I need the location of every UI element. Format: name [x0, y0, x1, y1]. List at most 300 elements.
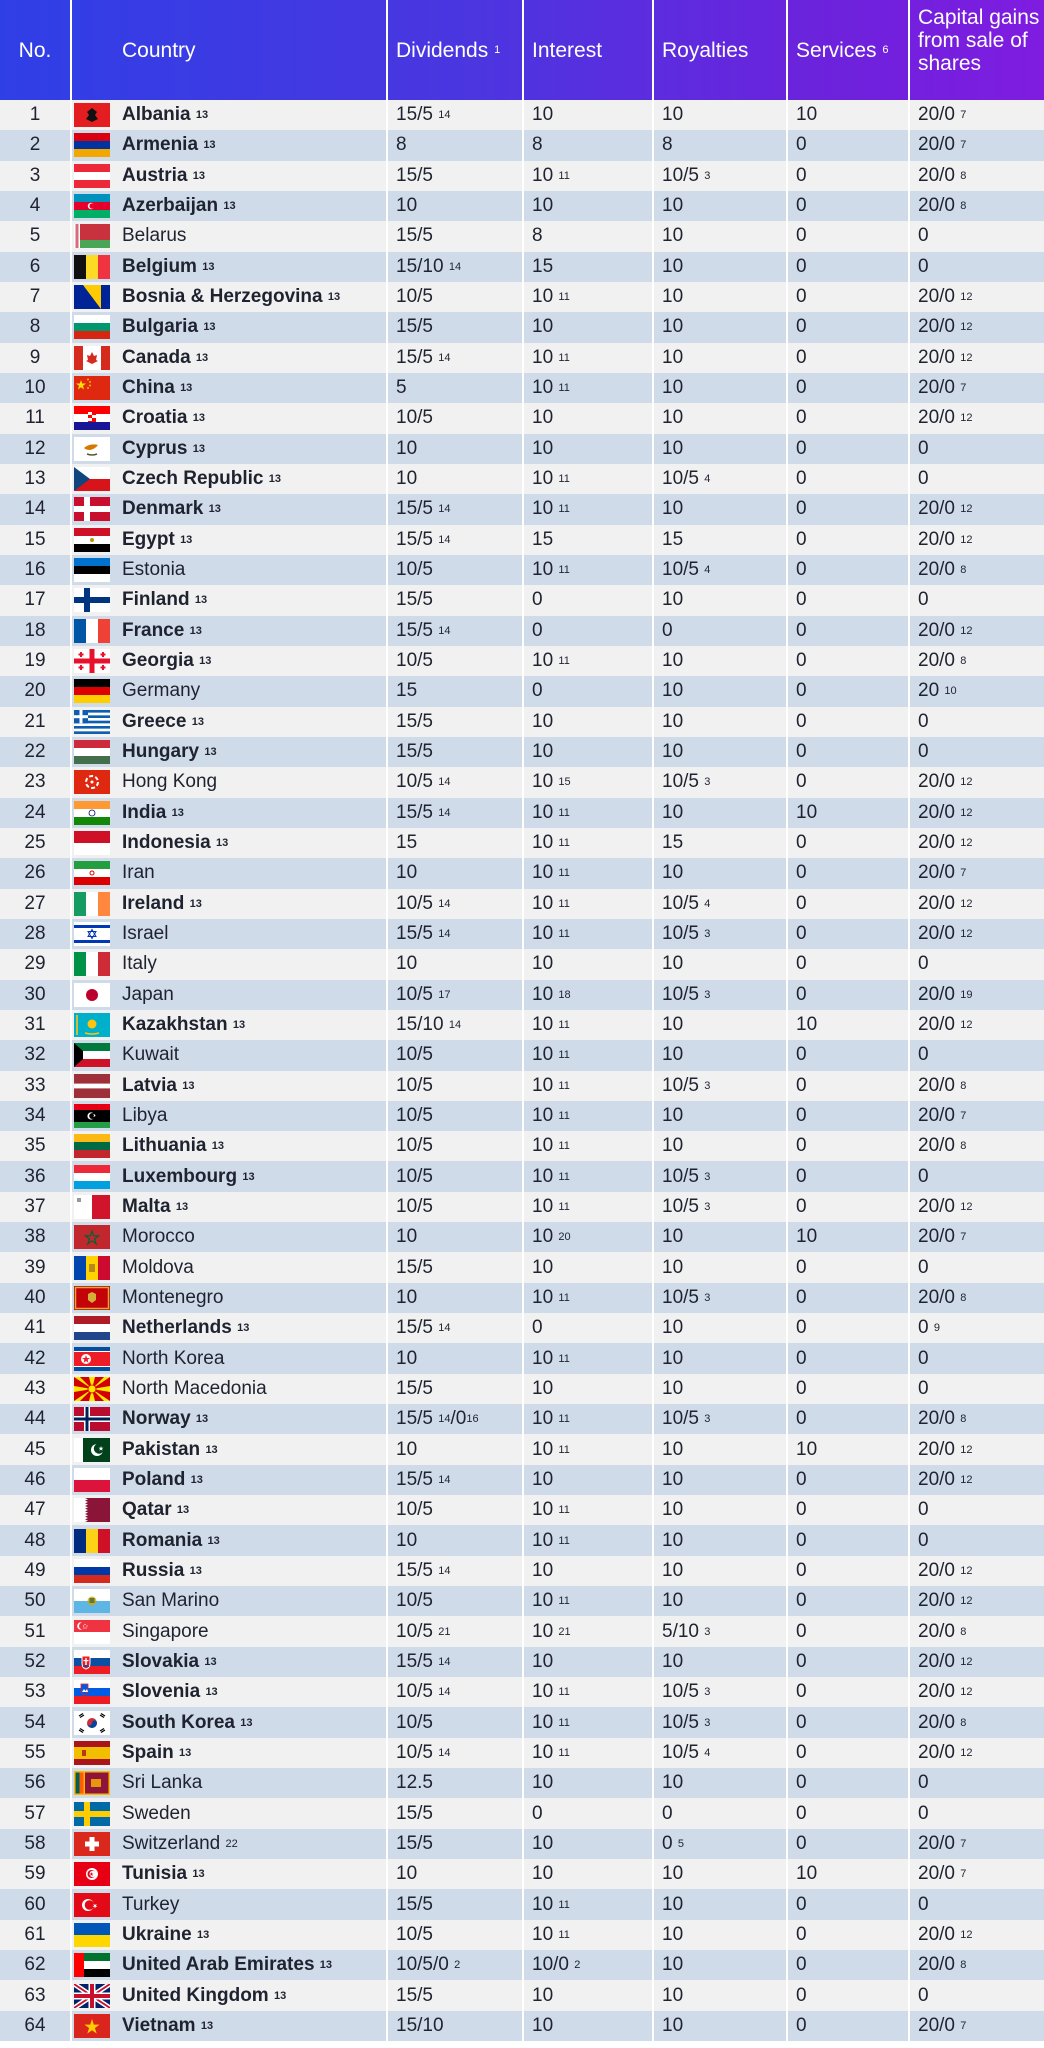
- austria-flag-icon: [72, 161, 112, 191]
- country-label: North Korea: [122, 1347, 225, 1369]
- dividends-cell: 15/5 14: [396, 528, 451, 550]
- dividends-cell: [396, 828, 524, 858]
- capital-gains-cell: [918, 434, 1044, 464]
- dividends-value: 12.5: [396, 1772, 433, 1794]
- country-label: Bulgaria: [122, 316, 199, 338]
- royalties-cell: [662, 191, 784, 221]
- capital-gains-value: 20/0: [918, 771, 955, 793]
- hungary-flag-icon: [72, 737, 112, 767]
- country-name: Switzerland 22: [122, 1832, 238, 1854]
- dividends-value: 15/10: [396, 255, 444, 277]
- row-number: 9: [29, 346, 41, 368]
- country-name: Lithuania 13: [122, 1135, 224, 1157]
- services-cell: [796, 312, 906, 342]
- services-value: 0: [796, 862, 807, 884]
- dividends-cell: 15/5 14 /0 16: [396, 1408, 479, 1430]
- royalties-value: 10/5: [662, 1195, 699, 1217]
- royalties-value: 10: [662, 1226, 684, 1248]
- services-cell: [796, 1434, 906, 1464]
- services-value: 10: [796, 1863, 818, 1885]
- header-country: [114, 0, 386, 100]
- interest-value: 10: [532, 1195, 554, 1217]
- capital-gains-cell: 20/0 12: [918, 528, 973, 550]
- capital-gains-cell: 20/0 7: [918, 1226, 967, 1248]
- royalties-value: 10: [662, 1863, 684, 1885]
- interest-cell: [532, 676, 652, 706]
- royalties-value: 10: [662, 1256, 684, 1278]
- country-name: Greece 13: [122, 710, 204, 732]
- switzerland-flag-icon: [72, 1829, 112, 1859]
- royalties-cell: [662, 100, 784, 130]
- country-label: Norway: [122, 1408, 191, 1430]
- capital-gains-value: 0: [918, 1529, 929, 1551]
- royalties-value: 10: [662, 1954, 684, 1976]
- table-row: [0, 1829, 1044, 1859]
- country-name: Indonesia 13: [122, 832, 229, 854]
- capital-gains-value: 0: [918, 589, 929, 611]
- interest-value: 10: [532, 801, 554, 823]
- row-number: 25: [24, 832, 46, 854]
- country-name: [122, 1222, 387, 1252]
- interest-value: 10: [532, 195, 554, 217]
- royalties-cell: [662, 282, 784, 312]
- services-cell: [796, 1465, 906, 1495]
- services-cell: [796, 737, 906, 767]
- services-value: 0: [796, 1650, 807, 1672]
- royalties-cell: 0 5: [662, 1832, 684, 1854]
- services-value: 0: [796, 286, 807, 308]
- interest-cell: 10 11: [532, 923, 570, 945]
- services-value: 0: [796, 832, 807, 854]
- capital-gains-value: 0: [918, 1802, 929, 1824]
- country-label: Albania: [122, 104, 191, 126]
- interest-cell: 10 11: [532, 892, 570, 914]
- belgium-flag-icon: [72, 252, 112, 282]
- country-label: Iran: [122, 862, 155, 884]
- table-row: [0, 980, 1044, 1010]
- royalties-value: 10: [662, 195, 684, 217]
- country-label: Latvia: [122, 1074, 177, 1096]
- row-number: 4: [29, 195, 41, 217]
- services-cell: [796, 1556, 906, 1586]
- services-cell: [796, 100, 906, 130]
- interest-cell: [532, 1313, 652, 1343]
- services-value: 0: [796, 1832, 807, 1854]
- royalties-cell: [662, 1101, 784, 1131]
- services-cell: [796, 828, 906, 858]
- estonia-flag-icon: [72, 555, 112, 585]
- royalties-cell: [662, 1343, 784, 1373]
- dividends-value: 15/5: [396, 1317, 433, 1339]
- interest-value: 10: [532, 1074, 554, 1096]
- header-no: [0, 0, 70, 100]
- row-number: 23: [24, 771, 46, 793]
- royalties-value: 10: [662, 1104, 684, 1126]
- capital-gains-value: 20/0: [918, 1074, 955, 1096]
- capital-gains-value: 20/0: [918, 801, 955, 823]
- country-label: Cyprus: [122, 437, 188, 459]
- services-value: 0: [796, 1893, 807, 1915]
- table-row: [0, 1950, 1044, 1980]
- latvia-flag-icon: [72, 1071, 112, 1101]
- table-row: [0, 1738, 1044, 1768]
- country-label: Hong Kong: [122, 771, 218, 793]
- royalties-value: 10: [662, 710, 684, 732]
- slovenia-flag-icon: [72, 1677, 112, 1707]
- interest-cell: 10 11: [532, 1074, 570, 1096]
- services-cell: [796, 676, 906, 706]
- capital-gains-value: 20/0: [918, 164, 955, 186]
- country-name: [122, 919, 387, 949]
- services-cell: [796, 889, 906, 919]
- dividends-value: 15: [396, 832, 418, 854]
- table-body: [0, 100, 1044, 2041]
- capital-gains-cell: [918, 464, 1044, 494]
- dividends-value: 10: [396, 437, 418, 459]
- row-number: 54: [24, 1711, 46, 1733]
- dividends-cell: [396, 1829, 524, 1859]
- dividends-cell: 10/5 14: [396, 1681, 451, 1703]
- row-number: 33: [24, 1074, 46, 1096]
- country-name: Slovakia 13: [122, 1650, 217, 1672]
- services-cell: [796, 525, 906, 555]
- interest-value: 10: [532, 1863, 554, 1885]
- interest-cell: [532, 1798, 652, 1828]
- services-cell: [796, 1131, 906, 1161]
- dividends-cell: [396, 1768, 524, 1798]
- row-number: 10: [24, 377, 46, 399]
- royalties-cell: 10/5 4: [662, 559, 711, 581]
- capital-gains-value: 0: [918, 468, 929, 490]
- table-row: [0, 1071, 1044, 1101]
- interest-value: 10: [532, 650, 554, 672]
- interest-cell: 10 11: [532, 1681, 570, 1703]
- services-cell: [796, 1222, 906, 1252]
- royalties-cell: [662, 343, 784, 373]
- row-number: 21: [24, 710, 46, 732]
- royalties-value: 10: [662, 255, 684, 277]
- dividends-value: 10: [396, 1347, 418, 1369]
- dividends-cell: 15/5 14: [396, 1559, 451, 1581]
- royalties-value: 10: [662, 286, 684, 308]
- capital-gains-value: 0: [918, 741, 929, 763]
- country-name: [122, 858, 387, 888]
- capital-gains-value: 20/0: [918, 1863, 955, 1885]
- table-row: [0, 1192, 1044, 1222]
- royalties-cell: [662, 1010, 784, 1040]
- country-label: Estonia: [122, 559, 186, 581]
- dividends-cell: [396, 403, 524, 433]
- country-name: Latvia 13: [122, 1074, 195, 1096]
- interest-cell: [532, 312, 652, 342]
- interest-value: 10: [532, 1741, 554, 1763]
- dividends-value: 10/5: [396, 1499, 433, 1521]
- services-value: 0: [796, 1711, 807, 1733]
- services-cell: [796, 1495, 906, 1525]
- interest-cell: 10 11: [532, 1014, 570, 1035]
- capital-gains-cell: 20/0 7: [918, 1104, 967, 1126]
- row-number: 7: [29, 286, 41, 308]
- capital-gains-value: 0: [918, 953, 929, 975]
- capital-gains-value: 0: [918, 1347, 929, 1369]
- royalties-value: 8: [662, 134, 673, 156]
- services-value: 0: [796, 1286, 807, 1308]
- table-row: [0, 616, 1044, 646]
- interest-cell: 10 11: [532, 1286, 570, 1308]
- capital-gains-value: 0: [918, 437, 929, 459]
- country-label: Qatar: [122, 1499, 172, 1521]
- iran-flag-icon: [72, 858, 112, 888]
- dividends-value: 10/5: [396, 407, 433, 429]
- interest-cell: 10 11: [532, 468, 570, 490]
- country-name: Malta 13: [122, 1195, 189, 1217]
- capital-gains-cell: 20/0 12: [918, 771, 973, 793]
- country-name: Hungary 13: [122, 741, 217, 763]
- row-number: 46: [24, 1468, 46, 1490]
- capital-gains-value: 20/0: [918, 1620, 955, 1642]
- table-row: [0, 161, 1044, 191]
- capital-gains-cell: 20/0 12: [918, 1590, 973, 1612]
- dividends-cell: 10/5/0 2: [396, 1954, 461, 1976]
- royalties-cell: [662, 1859, 784, 1889]
- country-name: Luxembourg 13: [122, 1165, 255, 1187]
- country-label: Vietnam: [122, 2014, 196, 2036]
- royalties-cell: [662, 1889, 784, 1919]
- dividends-value: 10/5: [396, 286, 433, 308]
- header-no-label: No.: [18, 38, 52, 62]
- royalties-value: 10: [662, 953, 684, 975]
- dividends-value: 10: [396, 1226, 418, 1248]
- interest-value: 8: [532, 225, 543, 247]
- services-value: 0: [796, 1044, 807, 1066]
- kazakhstan-flag-icon: [72, 1010, 112, 1040]
- row-number: 31: [24, 1014, 46, 1035]
- royalties-value: 0: [662, 1802, 673, 1824]
- country-label: Azerbaijan: [122, 195, 219, 217]
- country-label: Bosnia & Herzegovina: [122, 286, 323, 308]
- services-cell: [796, 1161, 906, 1191]
- interest-cell: [532, 585, 652, 615]
- royalties-value: 10/5: [662, 1286, 699, 1308]
- services-value: 0: [796, 1074, 807, 1096]
- services-cell: [796, 1525, 906, 1555]
- royalties-cell: [662, 707, 784, 737]
- table-row: [0, 1647, 1044, 1677]
- capital-gains-value: 20/0: [918, 195, 955, 217]
- interest-value: 10: [532, 316, 554, 338]
- armenia-flag-icon: [72, 130, 112, 160]
- row-number: 48: [24, 1529, 46, 1551]
- services-cell: [796, 919, 906, 949]
- services-cell: [796, 1252, 906, 1282]
- dividends-cell: [396, 221, 524, 251]
- interest-cell: 10 11: [532, 1438, 570, 1460]
- services-cell: [796, 616, 906, 646]
- capital-gains-value: 20/0: [918, 1711, 955, 1733]
- capital-gains-value: 20/0: [918, 1468, 955, 1490]
- interest-value: 10: [532, 1893, 554, 1915]
- dividends-value: 10/5: [396, 892, 433, 914]
- country-label: South Korea: [122, 1711, 235, 1733]
- royalties-value: 10: [662, 316, 684, 338]
- interest-value: 0: [532, 680, 543, 702]
- table-row: [0, 737, 1044, 767]
- royalties-cell: [662, 221, 784, 251]
- row-number: 56: [24, 1772, 46, 1794]
- dividends-cell: [396, 1252, 524, 1282]
- dividends-cell: 15/5 14: [396, 104, 451, 126]
- services-cell: [796, 191, 906, 221]
- royalties-value: 10: [662, 1468, 684, 1490]
- dividends-value: 15/5: [396, 104, 433, 126]
- dividends-value: 15/10: [396, 2014, 444, 2036]
- services-value: 0: [796, 1923, 807, 1945]
- country-name: [122, 980, 387, 1010]
- row-number: 64: [24, 2014, 46, 2036]
- royalties-value: 10: [662, 1893, 684, 1915]
- country-name: [122, 221, 387, 251]
- services-value: 0: [796, 741, 807, 763]
- capital-gains-value: 20/0: [918, 346, 955, 368]
- royalties-value: 10/5: [662, 1681, 699, 1703]
- services-cell: [796, 949, 906, 979]
- royalties-cell: [662, 494, 784, 524]
- germany-flag-icon: [72, 676, 112, 706]
- indonesia-flag-icon: [72, 828, 112, 858]
- capital-gains-value: 20/0: [918, 1923, 955, 1945]
- interest-value: 10: [532, 1590, 554, 1612]
- services-cell: [796, 1920, 906, 1950]
- capital-gains-cell: 20/0 8: [918, 164, 967, 186]
- capital-gains-cell: 20/0 8: [918, 1074, 967, 1096]
- services-cell: [796, 494, 906, 524]
- dividends-cell: [396, 707, 524, 737]
- dividends-cell: [396, 1920, 524, 1950]
- table-row: [0, 1859, 1044, 1889]
- dividends-value: 10/5: [396, 1165, 433, 1187]
- country-label: Italy: [122, 953, 157, 975]
- royalties-value: 10/5: [662, 164, 699, 186]
- row-number: 24: [24, 801, 46, 823]
- services-cell: [796, 585, 906, 615]
- royalties-value: 10/5: [662, 1074, 699, 1096]
- table-row: [0, 221, 1044, 251]
- royalties-value: 10: [662, 1590, 684, 1612]
- dividends-cell: [396, 1525, 524, 1555]
- dividends-value: 5: [396, 377, 407, 399]
- royalties-cell: [662, 1252, 784, 1282]
- country-label: Netherlands: [122, 1317, 232, 1339]
- row-number: 28: [24, 923, 46, 945]
- services-cell: [796, 980, 906, 1010]
- table-header: [0, 0, 1044, 100]
- services-value: 0: [796, 1772, 807, 1794]
- services-value: 0: [796, 923, 807, 945]
- row-number: 47: [24, 1499, 46, 1521]
- services-value: 0: [796, 1681, 807, 1703]
- capital-gains-value: 0: [918, 1317, 929, 1339]
- table-row: [0, 889, 1044, 919]
- interest-value: 10: [532, 559, 554, 581]
- country-name: China 13: [122, 377, 193, 399]
- capital-gains-cell: 20/0 8: [918, 559, 967, 581]
- interest-value: 10: [532, 2014, 554, 2036]
- row-number: 36: [24, 1165, 46, 1187]
- royalties-cell: [662, 373, 784, 403]
- royalties-cell: [662, 403, 784, 433]
- dividends-value: 10/5: [396, 983, 433, 1005]
- dividends-cell: [396, 373, 524, 403]
- services-value: 0: [796, 771, 807, 793]
- services-cell: [796, 858, 906, 888]
- royalties-cell: [662, 737, 784, 767]
- royalties-value: 10: [662, 1559, 684, 1581]
- royalties-value: 10/5: [662, 559, 699, 581]
- header-services: Services 6: [796, 38, 889, 62]
- country-name: Denmark 13: [122, 498, 221, 520]
- interest-cell: 10 11: [532, 1408, 570, 1430]
- dividends-value: 10/5: [396, 1104, 433, 1126]
- interest-value: 10: [532, 862, 554, 884]
- capital-gains-cell: 20/0 12: [918, 619, 973, 641]
- services-cell: [796, 1071, 906, 1101]
- dividends-value: 10: [396, 1286, 418, 1308]
- royalties-value: 0: [662, 619, 673, 641]
- royalties-cell: [662, 1131, 784, 1161]
- royalties-cell: 10/5 3: [662, 923, 711, 945]
- dividends-cell: 15/5 14: [396, 619, 451, 641]
- capital-gains-value: 20/0: [918, 983, 955, 1005]
- dividends-cell: [396, 1495, 524, 1525]
- royalties-value: 10: [662, 377, 684, 399]
- interest-value: 10: [532, 1135, 554, 1157]
- country-name: India 13: [122, 801, 184, 823]
- capital-gains-cell: 20/0 8: [918, 195, 967, 217]
- country-label: North Macedonia: [122, 1377, 267, 1399]
- services-cell: [796, 1798, 906, 1828]
- dividends-value: 15/5: [396, 1468, 433, 1490]
- dividends-value: 15/5: [396, 1984, 433, 2006]
- country-label: Greece: [122, 710, 187, 732]
- dividends-value: 10: [396, 862, 418, 884]
- capital-gains-value: 20/0: [918, 1832, 955, 1854]
- royalties-cell: [662, 949, 784, 979]
- royalties-cell: 10/5 3: [662, 1195, 711, 1217]
- dividends-cell: 15/10 14: [396, 255, 462, 277]
- country-name: Canada 13: [122, 346, 209, 368]
- capital-gains-cell: 20/0 12: [918, 832, 973, 854]
- header-dividends: Dividends 1: [396, 38, 501, 62]
- royalties-value: 10/5: [662, 1408, 699, 1430]
- row-number: 58: [24, 1832, 46, 1854]
- royalties-value: 10: [662, 437, 684, 459]
- country-label: Denmark: [122, 498, 204, 520]
- services-value: 0: [796, 1984, 807, 2006]
- capital-gains-value: 20/0: [918, 832, 955, 854]
- royalties-value: 10: [662, 1529, 684, 1551]
- country-name: Vietnam 13: [122, 2014, 214, 2036]
- pakistan-flag-icon: [72, 1434, 112, 1464]
- sri-lanka-flag-icon: [72, 1768, 112, 1798]
- country-name: [122, 1283, 387, 1313]
- united-kingdom-flag-icon: [72, 1980, 112, 2010]
- interest-value: 10: [532, 1438, 554, 1460]
- country-name: Ukraine 13: [122, 1923, 210, 1945]
- row-number: 39: [24, 1256, 46, 1278]
- country-label: Indonesia: [122, 832, 211, 854]
- services-value: 0: [796, 1468, 807, 1490]
- row-number: 12: [24, 437, 46, 459]
